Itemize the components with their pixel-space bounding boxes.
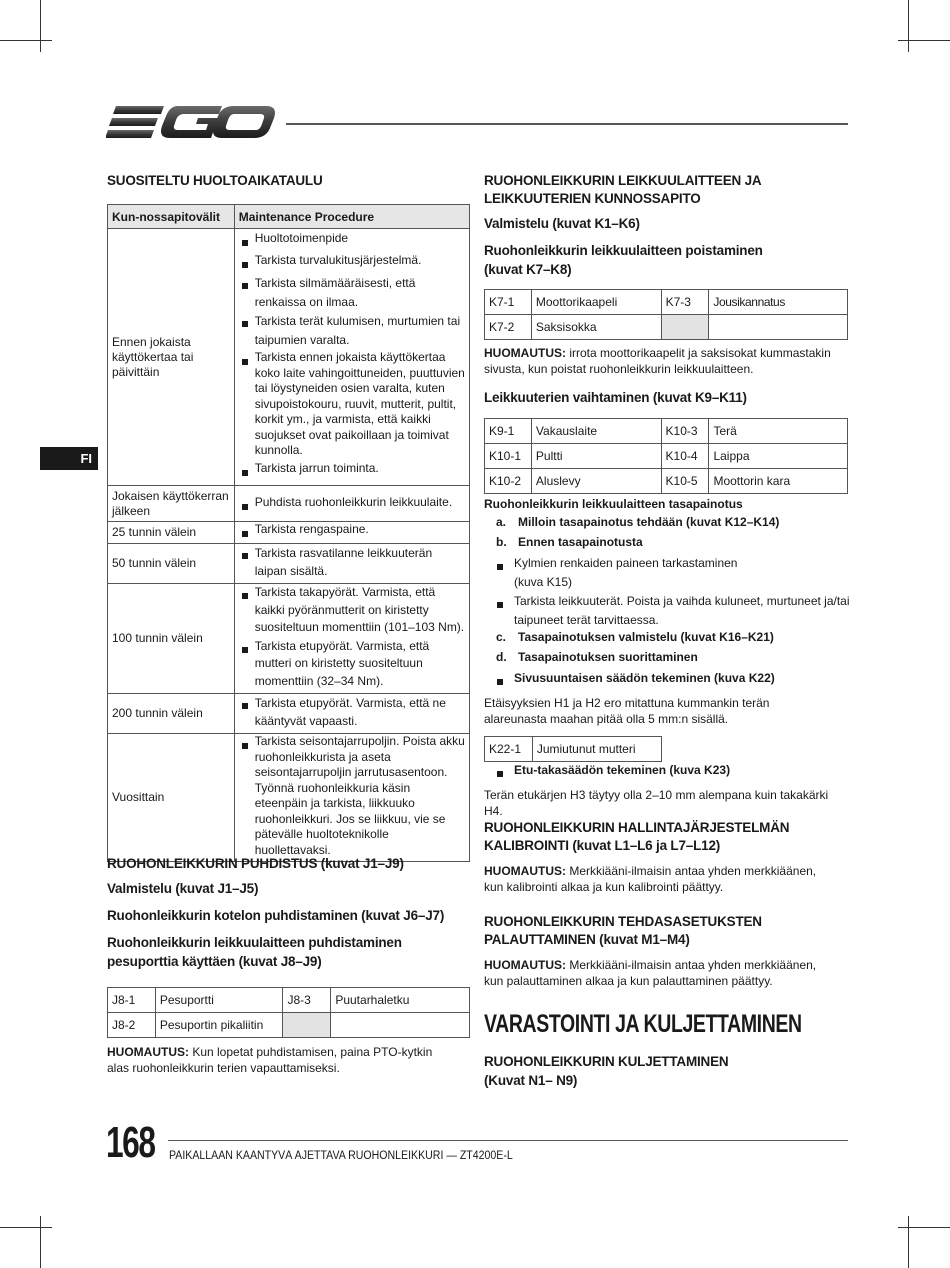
part-name: Pesuportin pikaliitin <box>155 1013 283 1038</box>
procedure-cell <box>234 694 469 734</box>
table-row <box>108 1013 470 1038</box>
table-row <box>108 734 470 862</box>
interval-cell: Ennen jokaista käyttökertaa tai päivittäin <box>108 229 235 486</box>
part-name: Puutarhaletku <box>331 988 470 1013</box>
interval-cell: 50 tunnin välein <box>108 544 235 584</box>
list-item: Tarkista rengaspaine. <box>241 522 465 538</box>
note-text: Kun lopetat puhdistamisen, paina PTO-kytkin alas ruohonleikkurin terien vapauttamiseksi. <box>107 1045 433 1075</box>
procedure-cell <box>234 734 469 862</box>
front-rear-text: Terän etukärjen H3 täytyy olla 2–10 mm alempana kuin takakärki H4. <box>484 788 829 818</box>
list-item: Tarkista rasvatilanne leikkuuterän laipan sisältä. <box>241 544 465 580</box>
note-text: Merkkiääni-ilmaisin antaa yhden merkkiäänen, kun kalibrointi alkaa ja kun kalibrointi päättyy. <box>484 864 817 894</box>
procedure-cell <box>234 544 469 584</box>
list-item: Tarkista seisontajarrupoljin. Poista akku ruohonleikkurista ja aseta seisontajarrupoljin jarrutusasentoon. Työnnä ruohonleikkuria käsin eteenpäin ja tarkista, liikkuuko ruohonleikkuri. Jos se liikkuu, vie se pätevälle huoltoteknikolle huollettavaksi. <box>241 734 465 858</box>
housing-cleaning-heading: Ruohonleikkurin kotelon puhdistaminen (kuvat J6–J7) <box>107 908 445 923</box>
part-code: K10-2 <box>485 469 532 494</box>
note-label: HUOMAUTUS: <box>484 864 566 878</box>
empty-cell <box>709 315 848 340</box>
empty-cell <box>283 1013 331 1038</box>
list-item: Tarkista terät kulumisen, murtumien tai taipumien varalta. <box>241 312 465 350</box>
list-item: Tarkista etupyörät. Varmista, että mutteri on kiristetty suositeltuun momenttiin (32–34 Nm). <box>241 638 465 691</box>
crop-mark <box>0 1227 52 1228</box>
k9-parts-table <box>484 418 848 494</box>
bullet-tire-pressure-ref: (kuva K15) <box>514 575 573 589</box>
interval-cell: 25 tunnin välein <box>108 522 235 544</box>
bullet-tire-pressure <box>484 555 737 571</box>
part-code: K10-4 <box>661 444 709 469</box>
step-text: Tasapainotuksen valmistelu (kuvat K16–K21) <box>518 630 774 644</box>
table-row <box>108 988 470 1013</box>
table-row <box>485 419 848 444</box>
part-name: Terä <box>709 419 848 444</box>
table-row <box>108 584 470 694</box>
part-name: Laippa <box>709 444 848 469</box>
table-row <box>108 229 470 486</box>
transport-figures: (Kuvat N1– N9) <box>484 1073 578 1088</box>
ego-logo <box>106 100 278 144</box>
crop-mark <box>40 1216 41 1268</box>
table-row <box>108 544 470 584</box>
table-row <box>108 486 470 522</box>
column-header: Maintenance Procedure <box>234 205 469 229</box>
part-code: J8-3 <box>283 988 331 1013</box>
part-name: Saksisokka <box>531 315 661 340</box>
language-tab <box>40 447 98 470</box>
crop-mark <box>908 0 909 52</box>
step-label: a. <box>496 515 507 529</box>
interval-cell: 200 tunnin välein <box>108 694 235 734</box>
note-label: HUOMAUTUS: <box>484 958 566 972</box>
step-label: b. <box>496 535 507 549</box>
k7-parts-table <box>484 289 848 340</box>
crop-mark <box>908 1216 909 1268</box>
table-row <box>108 694 470 734</box>
part-name: Jumiutunut mutteri <box>532 737 661 762</box>
table-row <box>485 315 848 340</box>
step-text: Milloin tasapainotus tehdään (kuvat K12–K14) <box>518 515 780 529</box>
table-row <box>485 290 848 315</box>
note-text: Merkkiääni-ilmaisin antaa yhden merkkiäänen, kun palauttaminen alkaa ja kun palauttaminen päättyy. <box>484 958 817 988</box>
note-text: irrota moottorikaapelit ja saksisokat kummastakin sivusta, kun poistat ruohonleikkurin leikkuulaitteen. <box>484 346 831 376</box>
part-name: Pultti <box>531 444 661 469</box>
j8-parts-table <box>107 987 470 1038</box>
schedule-title: SUOSITELTU HUOLTOAIKATAULU <box>107 173 323 188</box>
deck-maintenance-title: RUOHONLEIKKURIN LEIKKUULAITTEEN JA LEIKKUUTERIEN KUNNOSSAPITO <box>484 173 761 206</box>
table-row <box>485 469 848 494</box>
part-code: K10-3 <box>661 419 709 444</box>
storage-transport-title: VARASTOINTI JA KULJETTAMINEN <box>484 1010 802 1038</box>
removal-note <box>484 345 844 377</box>
interval-cell: 100 tunnin välein <box>108 584 235 694</box>
crop-mark <box>898 1227 950 1228</box>
deck-removal-heading: Ruohonleikkurin leikkuulaitteen poistaminen (kuvat K7–K8) <box>484 243 763 277</box>
crop-mark <box>40 0 41 52</box>
step-c <box>496 629 774 645</box>
deck-prep-heading: Valmistelu (kuvat K1–K6) <box>484 216 640 231</box>
column-header: Kun-nossapitovälit <box>108 205 235 229</box>
calibration-title: RUOHONLEIKKURIN HALLINTAJÄRJESTELMÄN KALIBROINTI (kuvat L1–L6 ja L7–L12) <box>484 820 790 853</box>
header-rule <box>286 123 848 125</box>
footer-title: PAIKALLAAN KÄÄNTYVÄ AJETTAVA RUOHONLEIKKURI — ZT4200E-L <box>169 1150 513 1162</box>
step-a <box>496 514 779 530</box>
bullet-blade-check-cont: taipuneet terät tarvittaessa. <box>514 613 659 627</box>
step-label: d. <box>496 650 507 664</box>
footer-rule <box>168 1140 848 1141</box>
part-name: Moottorikaapeli <box>531 290 661 315</box>
part-code: K10-1 <box>485 444 532 469</box>
list-item: Tarkista etupyörät. Varmista, että ne kääntyvät vapaasti. <box>241 694 465 730</box>
list-item: Puhdista ruohonleikkurin leikkuulaite. <box>241 495 465 511</box>
part-name: Jousikannatus <box>709 290 848 315</box>
list-item: Tarkista takapyörät. Varmista, että kaikki pyöränmutterit on kiristetty suositeltuun momenttiin (101–103 Nm). <box>241 584 465 637</box>
page-number: 168 <box>106 1118 155 1167</box>
transport-title: RUOHONLEIKKURIN KULJETTAMINEN <box>484 1054 729 1069</box>
side-adjust-text: Etäisyyksien H1 ja H2 ero mitattuna kummankin terän alareunasta maahan pitää olla 5 mm:n sisällä. <box>484 696 770 726</box>
empty-cell <box>331 1013 470 1038</box>
table-row <box>485 444 848 469</box>
part-code: K7-2 <box>485 315 532 340</box>
leveling-title: Ruohonleikkurin leikkuulaitteen tasapainotus <box>484 497 743 511</box>
bullet-text: Tarkista leikkuuterät. Poista ja vaihda kuluneet, murtuneet ja/tai <box>514 594 850 608</box>
calibration-note <box>484 863 829 895</box>
list-item: Huoltotoimenpide <box>241 231 465 247</box>
cleaning-note <box>107 1044 452 1076</box>
part-code: K7-3 <box>661 290 709 315</box>
step-text: Ennen tasapainotusta <box>518 535 643 549</box>
step-d <box>496 649 698 665</box>
deck-cleaning-heading: Ruohonleikkurin leikkuulaitteen puhdistaminen pesuporttia käyttäen (kuvat J8–J9) <box>107 935 402 969</box>
step-b <box>496 534 643 550</box>
k22-parts-table <box>484 736 662 762</box>
factory-reset-note <box>484 957 834 989</box>
bullet-side-adjust <box>484 670 775 686</box>
part-name: Aluslevy <box>531 469 661 494</box>
bullet-text: Etu-takasäädön tekeminen (kuva K23) <box>514 763 731 777</box>
part-name: Vakauslaite <box>531 419 661 444</box>
list-item: Tarkista jarrun toiminta. <box>241 461 465 477</box>
procedure-cell <box>234 584 469 694</box>
empty-cell <box>661 315 709 340</box>
maintenance-schedule-table <box>107 204 470 862</box>
step-text: Tasapainotuksen suorittaminen <box>518 650 698 664</box>
bullet-text: Sivusuuntaisen säädön tekeminen (kuva K22) <box>514 671 775 685</box>
interval-cell: Jokaisen käyttökerran jälkeen <box>108 486 235 522</box>
list-item: Tarkista ennen jokaista käyttökertaa koko laite vahingoittuneiden, puuttuvien tai löystyneiden osien varalta, kuten sivupoistokouru, ruuvit, mutterit, pultit, korkit ym., ja varmista, että kaikki suojukset ovat paikoillaan ja toimivat kunnolla. <box>241 350 465 459</box>
language-tab-label: FI <box>80 451 92 466</box>
table-row <box>485 737 662 762</box>
crop-mark <box>898 40 950 41</box>
part-code: K10-5 <box>661 469 709 494</box>
crop-mark <box>0 40 52 41</box>
note-label: HUOMAUTUS: <box>107 1045 189 1059</box>
blade-change-heading: Leikkuuterien vaihtaminen (kuvat K9–K11) <box>484 390 747 405</box>
cleaning-prep-heading: Valmistelu (kuvat J1–J5) <box>107 881 259 896</box>
part-name: Pesuportti <box>155 988 283 1013</box>
part-code: J8-1 <box>108 988 156 1013</box>
part-code: K22-1 <box>485 737 533 762</box>
procedure-cell <box>234 522 469 544</box>
part-code: K7-1 <box>485 290 532 315</box>
table-header-row <box>108 205 470 229</box>
bullet-blade-check <box>484 593 850 609</box>
table-row <box>108 522 470 544</box>
bullet-front-rear-adjust <box>484 762 730 778</box>
part-name: Moottorin kara <box>709 469 848 494</box>
part-code: K9-1 <box>485 419 532 444</box>
procedure-cell <box>234 486 469 522</box>
list-item: Tarkista silmämääräisesti, että renkaissa on ilmaa. <box>241 274 465 312</box>
part-code: J8-2 <box>108 1013 156 1038</box>
list-item: Tarkista turvalukitusjärjestelmä. <box>241 253 465 269</box>
bullet-text: Kylmien renkaiden paineen tarkastaminen <box>514 556 738 570</box>
interval-cell: Vuosittain <box>108 734 235 862</box>
procedure-cell <box>234 229 469 486</box>
cleaning-title: RUOHONLEIKKURIN PUHDISTUS (kuvat J1–J9) <box>107 856 404 871</box>
step-label: c. <box>496 630 507 644</box>
note-label: HUOMAUTUS: <box>484 346 566 360</box>
factory-reset-title: RUOHONLEIKKURIN TEHDASASETUKSTEN PALAUTTAMINEN (kuvat M1–M4) <box>484 914 762 947</box>
